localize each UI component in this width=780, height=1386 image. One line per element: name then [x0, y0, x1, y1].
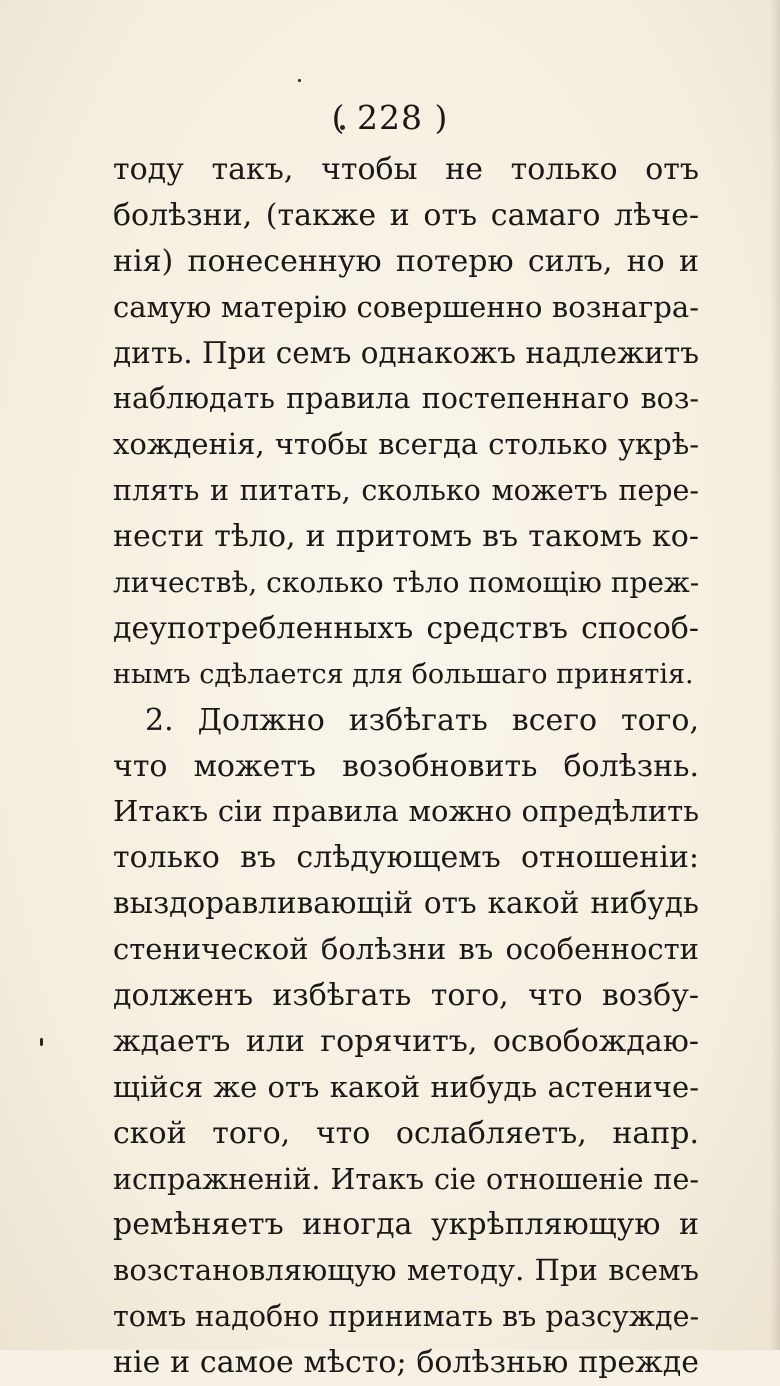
- text-line: что можетъ возобновить болѣзнь.: [113, 748, 699, 784]
- text-line: возстановляющую методу. При всемъ: [113, 1253, 699, 1288]
- text-line: ремѣняетъ иногда укрѣпляющую и: [113, 1207, 699, 1243]
- page-edge-shadow: [770, 0, 780, 1350]
- text-line: Итакъ сіи правила можно опредѣлить: [113, 794, 699, 829]
- text-line: только въ слѣдующемъ отношеніи:: [113, 840, 699, 876]
- text-line: деупотребленныхъ средствъ способ-: [113, 610, 699, 646]
- text-line: плять и питать, сколько можетъ пере-: [113, 474, 699, 508]
- text-line: долженъ избѣгать того, что возбу-: [113, 978, 699, 1014]
- ink-speck: [40, 1038, 43, 1046]
- text-line: 2. Должно избѣгать всего того,: [145, 702, 699, 738]
- body-text: [113, 147, 699, 1386]
- ink-speck: [298, 79, 301, 82]
- text-line: томъ надобно принимать въ разсужде-: [113, 1300, 699, 1334]
- page-number: ( 228 ): [331, 98, 449, 137]
- text-line: личествѣ, сколько тѣло помощію преж-: [113, 566, 699, 600]
- text-line: болѣзни, (также и отъ самаго лѣче-: [113, 197, 699, 233]
- text-line: нымъ сдѣлается для большаго принятія.: [113, 658, 694, 690]
- text-line: дить. При семъ однакожъ надлежитъ: [113, 335, 699, 370]
- text-line: щійся же отъ какой нибудь астениче-: [113, 1069, 699, 1104]
- text-line: нести тѣло, и притомъ въ такомъ ко-: [113, 519, 699, 555]
- text-line: нія) понесенную потерю силъ, но и: [113, 243, 699, 279]
- text-line: выздоравливающій отъ какой нибудь: [113, 886, 699, 921]
- text-line: испражненій. Итакъ сіе отношеніе пе-: [113, 1162, 699, 1196]
- text-line: ской того, что ослабляетъ, напр.: [113, 1115, 699, 1151]
- text-line: тоду такъ, чтобы не только отъ: [113, 152, 699, 187]
- text-line: ніе и самое мѣсто; болѣзнью прежде: [113, 1345, 699, 1381]
- text-line: ждаетъ или горячитъ, освобождаю-: [113, 1023, 699, 1059]
- text-line: стенической болѣзни въ особенности: [113, 932, 699, 967]
- text-line: хожденія, чтобы всегда столько укрѣ-: [113, 427, 699, 462]
- text-line: самую матерію совершенно вознагра-: [113, 289, 699, 324]
- text-line: наблюдать правила постепеннаго воз-: [113, 382, 699, 416]
